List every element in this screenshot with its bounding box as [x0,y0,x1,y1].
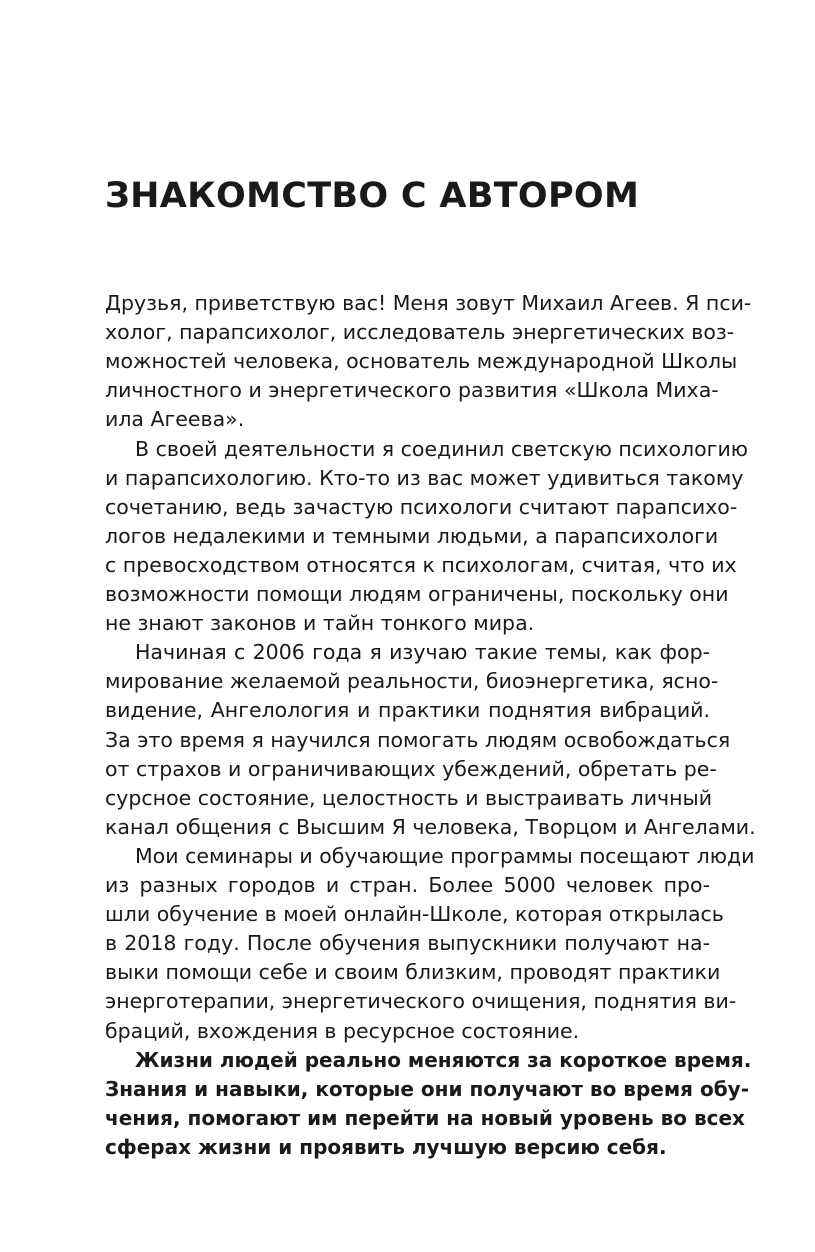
text-line: Знания и навыки, которые они получают во время обу- [105,1076,750,1101]
text-line: сферах жизни и проявить лучшую версию себя. [105,1134,667,1159]
text-line: из разных городов и стран. Более 5000 человек про- [105,873,710,897]
text-line: выки помощи себе и своим близким, проводят практики [105,960,721,985]
text-line: мирование желаемой реальности, биоэнергетика, ясно- [105,669,719,694]
text-line: от страхов и ограничивающих убеждений, обретать ре- [105,756,717,781]
text-line: канал общения с Высшим Я человека, Творцом и Ангелами. [105,814,756,839]
text-line: В своей деятельности я соединил светскую психологию [135,436,749,461]
text-line: личностного и энергетического развития «Школа Миха- [105,378,719,403]
text-line: в 2018 году. После обучения выпускники получают на- [105,931,710,956]
text-line: не знают законов и тайн тонкого мира. [105,611,535,636]
text-line: Мои семинары и обучающие программы посещают люди [135,843,755,868]
text-line: логов недалекими и темными людьми, а парапсихологи [105,523,719,548]
text-line: Начиная с 2006 года я изучаю такие темы, как фор- [135,640,710,665]
text-line: можностей человека, основатель международной Школы [105,349,738,374]
text-line: холог, парапсихолог, исследователь энергетических воз- [105,320,735,345]
text-line: Друзья, приветствую вас! Меня зовут Михаил Агеев. Я пси- [105,291,752,315]
chapter-title: ЗНАКОМСТВО С АВТОРОМ [105,176,640,216]
text-line: сочетанию, ведь зачастую психологи считают парапсихо- [105,494,738,519]
text-line: За это время я научился помогать людям освобождаться [105,727,731,752]
text-line: и парапсихологию. Кто-то из вас может удивиться такому [105,465,744,490]
text-line: ила Агеева». [105,407,245,432]
text-line: с превосходством относятся к психологам, считая, что их [105,552,737,577]
text-line: чения, помогают им перейти на новый уровень во всех [105,1105,745,1130]
text-line: сурсное состояние, целостность и выстраивать личный [105,785,713,810]
text-line: возможности помощи людям ограничены, поскольку они [105,582,729,606]
text-line: браций, вхождения в ресурсное состояние. [105,1018,580,1043]
text-line: энерготерапии, энергетического очищения, поднятия ви- [105,989,737,1014]
text-line: шли обучение в моей онлайн-Школе, которая открылась [105,902,724,927]
text-line: Жизни людей реально меняются за короткое время. [135,1047,752,1072]
text-line: видение, Ангелология и практики поднятия вибраций. [105,698,710,723]
